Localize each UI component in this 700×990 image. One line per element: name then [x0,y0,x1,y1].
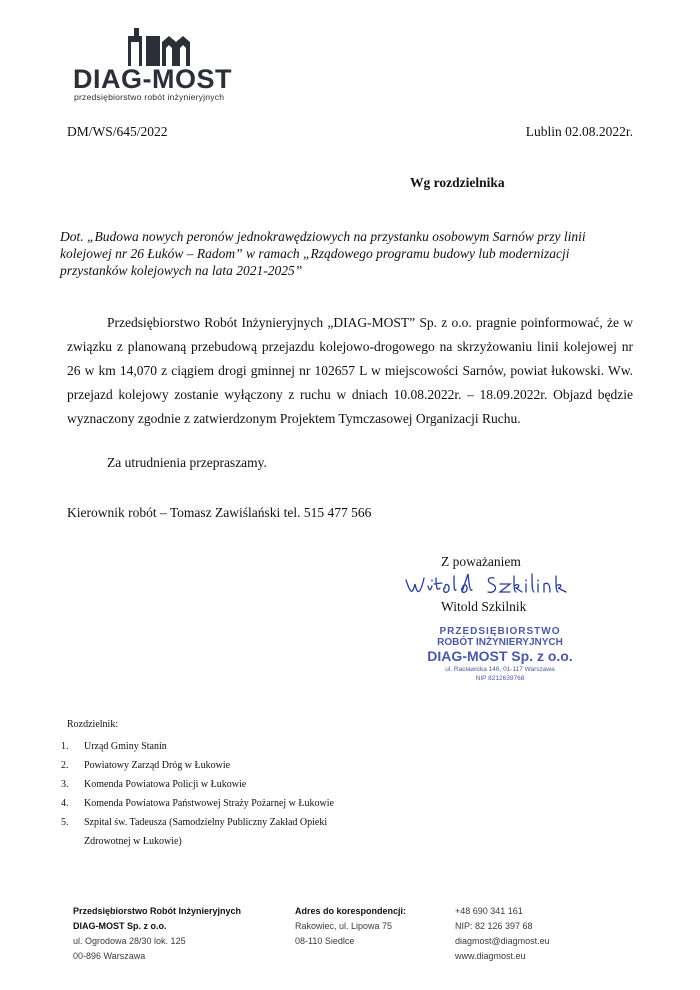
company-logo-subtitle: przedsiębiorstwo robót inżynieryjnych [74,92,225,102]
footer-email[interactable]: diagmost@diagmost.eu [455,936,550,946]
distribution-item [58,756,384,775]
handwritten-signature [402,570,572,600]
footer-nip: NIP: 82 126 397 68 [455,921,533,931]
footer-correspondence-label: Adres do korespondencji: [295,906,407,916]
distribution-label: Rozdzielnik: [67,719,119,730]
letter-body [67,311,633,431]
distribution-item-text: Urząd Gminy Stanin [84,741,167,752]
letter-subject: Dot. „Budowa nowych peronów jednokrawędziowych na przystanku osobowym Sarnów przy linii kolejowej nr 26 Łuków – Radom” w ramach „Rządowego programu budowy lub modernizacji przystanków kolejowych na lata 2021-2025” [60,229,586,278]
signer-name: Witold Szkilnik [441,599,527,614]
footer-company-addr-2: 00-896 Warszawa [73,951,146,961]
letter-closing: Z poważaniem [441,554,521,569]
distribution-item-text: Komenda Powiatowa Policji w Łukowie [84,779,247,790]
company-logo-icon [128,28,190,66]
stamp-line-2: ROBÓT INŻYNIERYJNYCH [437,637,563,648]
footer-correspondence-address [295,904,406,949]
stamp-line-1: PRZEDSIĘBIORSTWO [439,626,561,637]
distribution-item-number: 5. [61,817,69,828]
distribution-item [58,737,384,756]
distribution-item-number: 1. [61,741,69,752]
footer-website[interactable]: www.diagmost.eu [455,951,526,961]
footer-correspondence-addr-1: Rakowiec, ul. Lipowa 75 [295,921,393,931]
footer-contact [455,904,550,964]
distribution-item [58,813,374,851]
letter-body-paragraph: Przedsiębiorstwo Robót Inżynieryjnych „DIAG-MOST” Sp. z o.o. pragnie poinformować, że w związku z planowaną przebudową przejazdu kolejowo-drogowego na skrzyżowaniu linii kolejowej nr 26 w km 14,070 z ciągiem drogi gminnej nr 102657 L w miejscowości Sarnów, powiat łukowski. Ww. przejazd kolejowy zostanie wyłączony z ruchu w dniach 10.08.2022r. – 18.09.2022r. Objazd będzie wyznaczony zgodnie z zatwierdzonym Projektem Tymczasowej Organizacji Ruchu. [67,315,633,426]
letter-reference: DM/WS/645/2022 [67,124,168,139]
footer-correspondence-addr-2: 08-110 Siedlce [295,936,355,946]
distribution-item-number: 3. [61,779,69,790]
footer-company-address [73,904,241,964]
letter-recipient: Wg rozdzielnika [410,175,505,190]
distribution-item-number: 2. [61,760,69,771]
stamp-line-4: ul. Racławicka 146, 01-117 Warszawa [445,666,555,673]
stamp-line-5: NIP 8212639768 [475,675,525,682]
footer-company-name-1: Przedsiębiorstwo Robót Inżynieryjnych [73,906,242,916]
footer-phone: +48 690 341 161 [455,906,523,916]
footer-company-addr-1: ul. Ogrodowa 28/30 lok. 125 [73,936,186,946]
company-stamp [420,626,580,683]
distribution-item [58,775,384,794]
distribution-item-text: Szpital św. Tadeusza (Samodzielny Publiczny Zakład Opieki Zdrowotnej w Łukowie) [84,817,328,847]
distribution-item-number: 4. [61,798,69,809]
distribution-item-text: Komenda Powiatowa Państwowej Straży Pożarnej w Łukowie [84,798,334,809]
company-logo-title: DIAG-MOST [73,64,232,94]
stamp-line-3: DIAG-MOST Sp. z o.o. [427,648,573,664]
distribution-list [58,737,384,851]
footer-company-name-2: DIAG-MOST Sp. z o.o. [73,921,167,931]
letter-apology: Za utrudnienia przepraszamy. [107,455,267,470]
letter-date: Lublin 02.08.2022r. [525,124,633,139]
distribution-item [58,794,384,813]
distribution-item-text: Powiatowy Zarząd Dróg w Łukowie [84,760,231,771]
site-manager-contact: Kierownik robót – Tomasz Zawiślański tel. 515 477 566 [67,505,372,520]
